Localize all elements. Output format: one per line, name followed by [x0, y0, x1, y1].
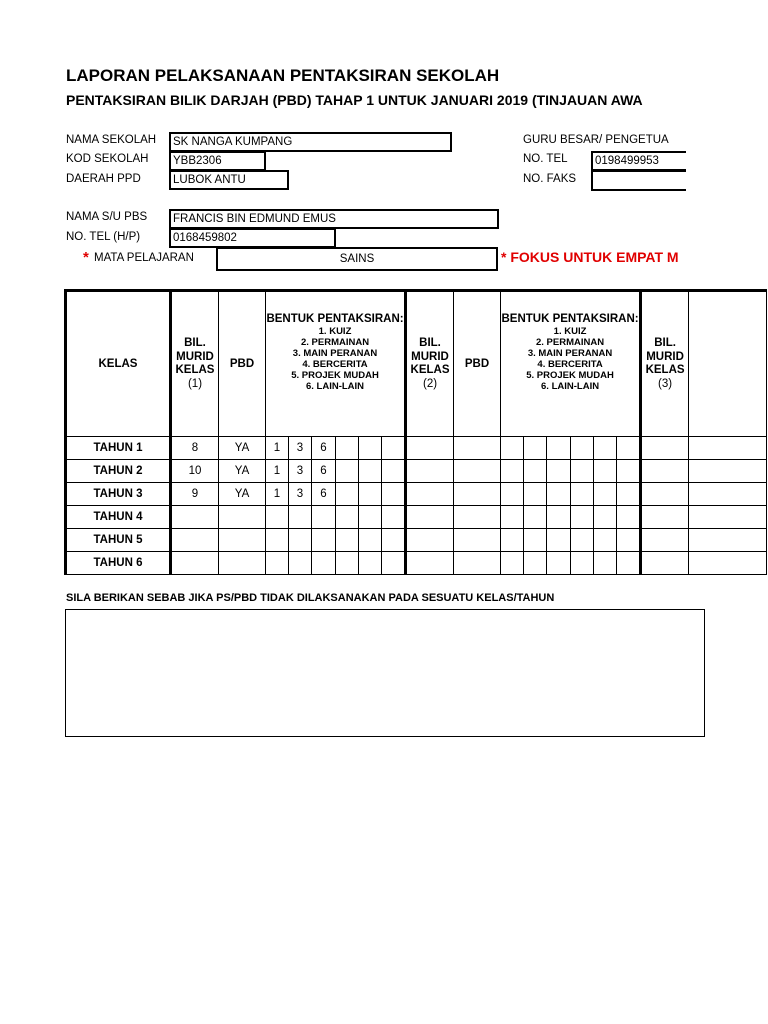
assessment-table-wrapper	[64, 289, 686, 569]
pbd-cell-2[interactable]	[454, 483, 501, 506]
bentuk-cell[interactable]	[266, 529, 289, 552]
bentuk-cell[interactable]	[266, 506, 289, 529]
kelas-cell: TAHUN 1	[66, 437, 171, 460]
bentuk-cell-2[interactable]	[617, 529, 641, 552]
pbd-cell[interactable]	[219, 552, 266, 575]
bentuk-cell[interactable]: 6	[312, 483, 336, 506]
bentuk-cell-2[interactable]	[594, 506, 617, 529]
bentuk-cell[interactable]	[266, 552, 289, 575]
table-row	[66, 552, 767, 575]
kelas-cell: TAHUN 6	[66, 552, 171, 575]
bil-murid-header-2: BIL. MURID KELAS (2)	[406, 291, 454, 437]
bentuk-cell[interactable]	[382, 437, 406, 460]
bil-murid-cell[interactable]: 9	[171, 483, 219, 506]
bentuk-cell[interactable]	[382, 506, 406, 529]
bentuk-cell-2[interactable]	[524, 483, 547, 506]
pbd-cell-2[interactable]	[454, 437, 501, 460]
bentuk-cell[interactable]	[336, 529, 359, 552]
pbd-cell-3[interactable]	[689, 529, 767, 552]
bentuk-cell[interactable]	[336, 460, 359, 483]
bentuk-cell[interactable]	[359, 506, 382, 529]
bentuk-cell[interactable]	[336, 437, 359, 460]
bentuk-cell-2[interactable]	[501, 483, 524, 506]
kod-sekolah-label: KOD SEKOLAH	[66, 153, 149, 165]
bentuk-cell-2[interactable]	[617, 460, 641, 483]
pbd-header-1: PBD	[219, 291, 266, 437]
bentuk-cell[interactable]: 1	[266, 460, 289, 483]
kelas-cell: TAHUN 4	[66, 506, 171, 529]
bentuk-cell-2[interactable]	[524, 529, 547, 552]
bentuk-cell[interactable]: 3	[289, 460, 312, 483]
bil-murid-cell-3[interactable]	[641, 529, 689, 552]
bentuk-cell-2[interactable]	[571, 506, 594, 529]
mata-pelajaran-label: MATA PELAJARAN	[94, 252, 194, 264]
bentuk-cell-2[interactable]	[501, 506, 524, 529]
bentuk-cell-2[interactable]	[571, 460, 594, 483]
bentuk-cell-2[interactable]	[594, 552, 617, 575]
bentuk-cell[interactable]	[312, 529, 336, 552]
bil-murid-cell-3[interactable]	[641, 506, 689, 529]
bil-murid-cell[interactable]	[171, 506, 219, 529]
pbd-cell-3[interactable]	[689, 506, 767, 529]
bentuk-cell[interactable]	[359, 552, 382, 575]
report-title: LAPORAN PELAKSANAAN PENTAKSIRAN SEKOLAH	[66, 66, 500, 85]
bentuk-cell[interactable]	[289, 529, 312, 552]
bentuk-cell-2[interactable]	[594, 529, 617, 552]
table-row	[66, 529, 767, 552]
daerah-field[interactable]: LUBOK ANTU	[169, 170, 289, 190]
bil-murid-cell-2[interactable]	[406, 506, 454, 529]
bentuk-cell-2[interactable]	[571, 437, 594, 460]
bentuk-header-1: BENTUK PENTAKSIRAN: 1. KUIZ 2. PERMAINAN 3. MAIN PERANAN 4. BERCERITA 5. PROJEK MUDAH 6. LAIN-LAIN	[266, 291, 406, 437]
reason-label: SILA BERIKAN SEBAB JIKA PS/PBD TIDAK DILAKSANAKAN PADA SESUATU KELAS/TAHUN	[66, 592, 555, 604]
bentuk-cell-2[interactable]	[501, 529, 524, 552]
bentuk-cell-2[interactable]	[617, 506, 641, 529]
nama-sekolah-label: NAMA SEKOLAH	[66, 134, 157, 146]
bentuk-cell-2[interactable]	[571, 552, 594, 575]
no-faks-field[interactable]	[591, 170, 701, 191]
bil-murid-header-1: BIL. MURID KELAS (1)	[171, 291, 219, 437]
bil-murid-cell[interactable]: 8	[171, 437, 219, 460]
guru-besar-label: GURU BESAR/ PENGETUA	[523, 134, 669, 146]
pbd-cell[interactable]	[219, 506, 266, 529]
bil-murid-header-3: BIL. MURID KELAS (3)	[641, 291, 689, 437]
bentuk-cell-2[interactable]	[524, 460, 547, 483]
table-row	[66, 506, 767, 529]
bentuk-cell[interactable]	[289, 552, 312, 575]
mata-pelajaran-field[interactable]: SAINS	[216, 247, 498, 271]
tel-hp-label: NO. TEL (H/P)	[66, 231, 141, 243]
reason-textbox[interactable]	[65, 609, 705, 737]
daerah-label: DAERAH PPD	[66, 173, 141, 185]
bentuk-cell[interactable]	[382, 552, 406, 575]
kod-sekolah-field[interactable]: YBB2306	[169, 151, 266, 171]
bentuk-cell[interactable]	[359, 483, 382, 506]
pbd-cell-3[interactable]	[689, 437, 767, 460]
bentuk-cell-2[interactable]	[524, 552, 547, 575]
bil-murid-cell-3[interactable]	[641, 483, 689, 506]
bil-murid-cell-3[interactable]	[641, 460, 689, 483]
bentuk-cell-2[interactable]	[571, 529, 594, 552]
bentuk-cell[interactable]: 6	[312, 460, 336, 483]
pbd-cell-3[interactable]	[689, 552, 767, 575]
bentuk-cell-2[interactable]	[547, 506, 571, 529]
bil-murid-cell-3[interactable]	[641, 552, 689, 575]
bentuk-cell[interactable]	[359, 437, 382, 460]
bentuk-cell-2[interactable]	[617, 437, 641, 460]
bentuk-cell[interactable]	[359, 529, 382, 552]
kelas-cell: TAHUN 5	[66, 529, 171, 552]
bil-murid-cell[interactable]	[171, 552, 219, 575]
pbd-cell-2[interactable]	[454, 506, 501, 529]
nama-sekolah-field[interactable]: SK NANGA KUMPANG	[169, 132, 452, 152]
bentuk-cell-2[interactable]	[594, 437, 617, 460]
pbd-cell[interactable]: YA	[219, 483, 266, 506]
bentuk-cell[interactable]	[312, 552, 336, 575]
kelas-cell: TAHUN 2	[66, 460, 171, 483]
bentuk-header-2: BENTUK PENTAKSIRAN: 1. KUIZ 2. PERMAINAN 3. MAIN PERANAN 4. BERCERITA 5. PROJEK MUDAH 6. LAIN-LAIN	[501, 291, 641, 437]
bil-murid-cell-2[interactable]	[406, 529, 454, 552]
bentuk-cell[interactable]	[336, 506, 359, 529]
reason-wrapper	[0, 600, 686, 800]
bentuk-cell-2[interactable]	[524, 506, 547, 529]
pbd-cell-3[interactable]	[689, 483, 767, 506]
no-tel-field[interactable]: 0198499953	[591, 151, 701, 171]
bil-murid-cell-2[interactable]	[406, 483, 454, 506]
kelas-header: KELAS	[66, 291, 171, 437]
bentuk-cell[interactable]	[336, 552, 359, 575]
focus-note: * FOKUS UNTUK EMPAT M	[501, 249, 679, 265]
bentuk-cell-2[interactable]	[547, 529, 571, 552]
bil-murid-cell-2[interactable]	[406, 552, 454, 575]
pbd-cell[interactable]: YA	[219, 437, 266, 460]
bentuk-cell[interactable]: 6	[312, 437, 336, 460]
bentuk-cell[interactable]	[359, 460, 382, 483]
bentuk-cell-2[interactable]	[547, 437, 571, 460]
nama-su-pbs-field[interactable]: FRANCIS BIN EDMUND EMUS	[169, 209, 499, 229]
bentuk-cell[interactable]	[382, 529, 406, 552]
bentuk-cell[interactable]: 3	[289, 437, 312, 460]
pbd-header-3	[689, 291, 767, 437]
required-star: *	[83, 249, 89, 266]
bentuk-cell-2[interactable]	[617, 483, 641, 506]
bentuk-cell-2[interactable]	[547, 483, 571, 506]
bentuk-cell-2[interactable]	[571, 483, 594, 506]
bentuk-cell[interactable]: 3	[289, 483, 312, 506]
table-row	[66, 460, 767, 483]
pbd-cell-2[interactable]	[454, 460, 501, 483]
table-header-row	[66, 291, 767, 437]
pbd-cell[interactable]	[219, 529, 266, 552]
no-faks-label: NO. FAKS	[523, 173, 577, 185]
table-row	[66, 483, 767, 506]
no-tel-label: NO. TEL	[523, 153, 568, 165]
bentuk-cell-2[interactable]	[501, 437, 524, 460]
bentuk-cell-2[interactable]	[547, 552, 571, 575]
bentuk-cell[interactable]	[382, 483, 406, 506]
bil-murid-cell[interactable]	[171, 529, 219, 552]
bil-murid-cell-2[interactable]	[406, 460, 454, 483]
report-subtitle: PENTAKSIRAN BILIK DARJAH (PBD) TAHAP 1 UNTUK JANUARI 2019 (TINJAUAN AWA	[66, 92, 643, 108]
bentuk-cell-2[interactable]	[501, 460, 524, 483]
bentuk-cell[interactable]	[336, 483, 359, 506]
bentuk-cell-2[interactable]	[594, 460, 617, 483]
bentuk-cell-2[interactable]	[547, 460, 571, 483]
bil-murid-cell-2[interactable]	[406, 437, 454, 460]
bentuk-cell[interactable]: 1	[266, 437, 289, 460]
nama-su-pbs-label: NAMA S/U PBS	[66, 211, 148, 223]
bentuk-cell[interactable]	[382, 460, 406, 483]
pbd-header-2: PBD	[454, 291, 501, 437]
kelas-cell: TAHUN 3	[66, 483, 171, 506]
assessment-table	[64, 289, 767, 575]
pbd-cell-2[interactable]	[454, 529, 501, 552]
bil-murid-cell[interactable]: 10	[171, 460, 219, 483]
pbd-cell-3[interactable]	[689, 460, 767, 483]
table-row	[66, 437, 767, 460]
bentuk-cell-2[interactable]	[501, 552, 524, 575]
pbd-cell-2[interactable]	[454, 552, 501, 575]
pbd-cell[interactable]: YA	[219, 460, 266, 483]
bil-murid-cell-3[interactable]	[641, 437, 689, 460]
bentuk-cell[interactable]: 1	[266, 483, 289, 506]
tel-hp-field[interactable]: 0168459802	[169, 228, 336, 248]
bentuk-cell-2[interactable]	[594, 483, 617, 506]
bentuk-cell-2[interactable]	[524, 437, 547, 460]
bentuk-cell[interactable]	[312, 506, 336, 529]
bentuk-cell[interactable]	[289, 506, 312, 529]
bentuk-cell-2[interactable]	[617, 552, 641, 575]
